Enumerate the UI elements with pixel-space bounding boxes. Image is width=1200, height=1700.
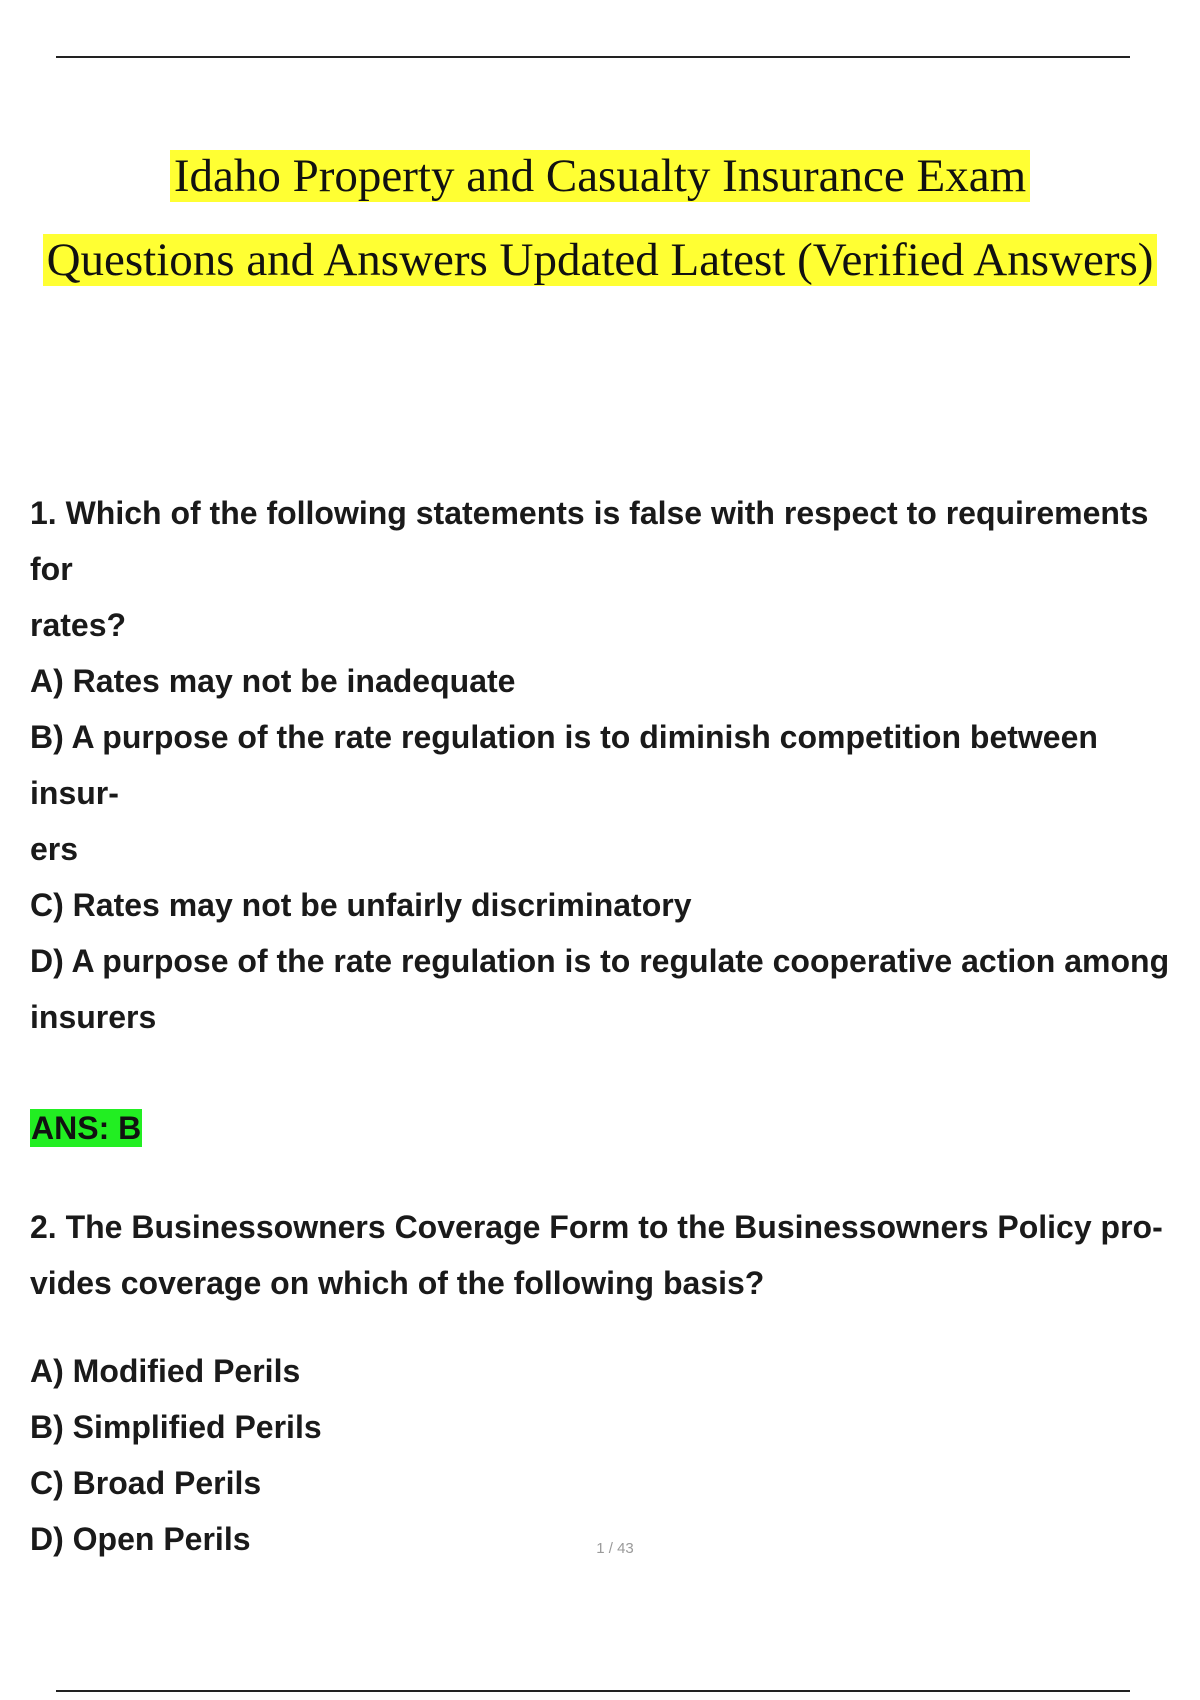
title-highlight-2: Questions and Answers Updated Latest (Verified Answers) [43, 234, 1158, 286]
document-body [30, 485, 1195, 1567]
title-line-2 [0, 218, 1200, 302]
title-line-1 [0, 134, 1200, 218]
question-1-text-line-2: rates? [30, 607, 127, 643]
question-2-text-line-1: 2. The Businessowners Coverage Form to the Businessowners Policy pro- [30, 1209, 1163, 1245]
question-1 [30, 485, 1195, 1156]
top-divider [56, 56, 1130, 58]
question-2-option-c: C) Broad Perils [30, 1465, 262, 1501]
question-1-answer-row [30, 1100, 1195, 1156]
question-2-text-line-2: vides coverage on which of the following basis? [30, 1265, 765, 1301]
question-1-answer: ANS: B [31, 1110, 142, 1146]
question-1-option-d-line-1: D) A purpose of the rate regulation is to regulate cooperative action among [30, 943, 1170, 979]
question-2-option-d: D) Open Perils [30, 1521, 251, 1557]
bottom-divider [56, 1690, 1130, 1692]
title-highlight-1: Idaho Property and Casualty Insurance Exam [170, 150, 1030, 202]
question-1-option-d-line-2: insurers [30, 999, 157, 1035]
question-1-option-b-line-2: ers [30, 831, 79, 867]
page-number: 1 / 43 [596, 1540, 634, 1557]
document-title [0, 134, 1200, 302]
question-2-option-a: A) Modified Perils [30, 1353, 301, 1389]
question-1-option-c: C) Rates may not be unfairly discriminatory [30, 887, 692, 923]
question-2 [30, 1199, 1195, 1567]
question-1-option-b-line-1: B) A purpose of the rate regulation is to diminish competition between insur- [30, 719, 1098, 811]
question-1-option-a: A) Rates may not be inadequate [30, 663, 516, 699]
question-2-option-b: B) Simplified Perils [30, 1409, 322, 1445]
question-1-text-line-1: 1. Which of the following statements is false with respect to requirements for [30, 495, 1149, 587]
